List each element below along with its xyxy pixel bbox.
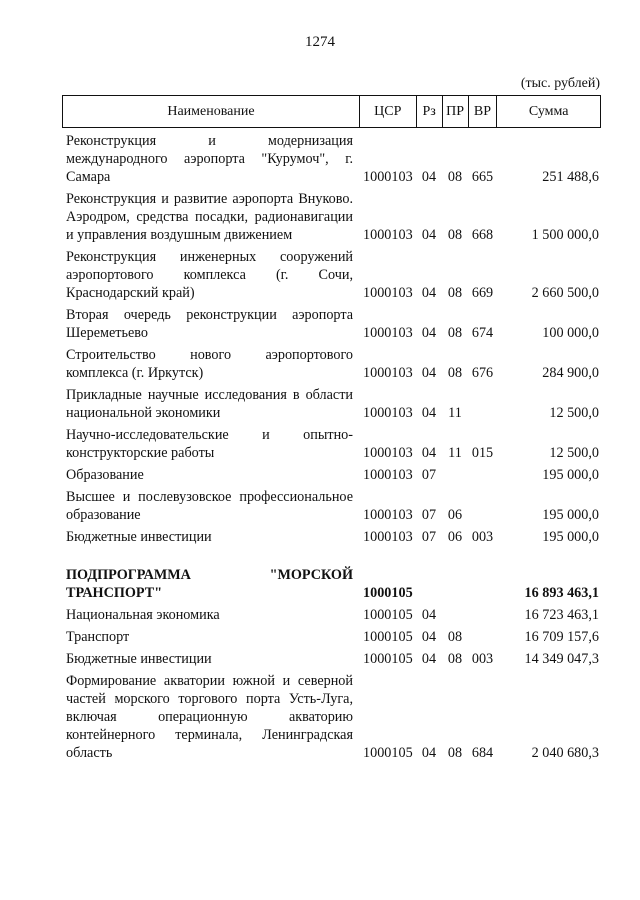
row-csr: 1000105 [363,585,413,601]
row-name: Прикладные научные исследования в области национальной экономики [66,387,353,421]
row-name: Национальная экономика [66,607,220,623]
units-label: (тыс. рублей) [520,76,600,91]
table-row [62,528,601,546]
row-sum: 14 349 047,3 [524,651,599,667]
row-csr: 1000103 [363,285,413,301]
row-vr: 676 [471,365,494,381]
row-pr: 11 [448,405,462,421]
row-vr: 684 [471,745,494,761]
row-sum: 12 500,0 [549,445,599,461]
row-rz: 04 [421,325,437,341]
row-csr: 1000103 [363,227,413,243]
row-sum: 1 500 000,0 [531,227,599,243]
row-name: Реконструкция и развитие аэропорта Внуково. Аэродром, средства посадки, радионавигации и управления воздушным движением [66,191,353,243]
row-sum: 16 723 463,1 [524,607,599,623]
row-rz: 07 [421,529,437,545]
row-rz: 04 [421,745,437,761]
row-sum: 2 040 680,3 [531,745,599,761]
row-csr: 1000103 [363,405,413,421]
row-vr: 015 [471,445,494,461]
row-rz: 04 [421,285,437,301]
row-rz: 07 [421,467,437,483]
row-csr: 1000103 [363,507,413,523]
table-row [62,466,601,484]
row-vr: 668 [471,227,494,243]
header-vr: ВР [468,96,497,127]
row-csr: 1000103 [363,445,413,461]
table-row [62,628,601,646]
row-vr: 674 [471,325,494,341]
row-name: Бюджетные инвестиции [66,529,212,545]
row-rz: 04 [421,405,437,421]
row-rz: 04 [421,169,437,185]
row-name: ПОДПРОГРАММА "МОРСКОЙ ТРАНСПОРТ" [66,567,353,601]
row-sum: 100 000,0 [542,325,599,341]
row-rz: 04 [421,445,437,461]
row-name: Образование [66,467,144,483]
row-sum: 12 500,0 [549,405,599,421]
table-row-subprogram [62,566,601,602]
row-sum: 2 660 500,0 [531,285,599,301]
row-sum: 195 000,0 [542,507,599,523]
row-pr: 08 [447,227,463,243]
row-name: Высшее и послевузовское профессиональное образование [66,489,353,523]
header-rz: Рз [416,96,442,127]
row-name: Реконструкция инженерных сооружений аэропортового комплекса (г. Сочи, Краснодарский край) [66,249,353,301]
row-csr: 1000105 [363,745,413,761]
row-pr: 08 [447,169,463,185]
row-name: Научно-исследовательские и опытно-конструкторские работы [66,427,353,461]
row-sum: 251 488,6 [542,169,599,185]
row-vr: 003 [471,529,494,545]
table-header [62,95,601,128]
row-pr: 08 [447,325,463,341]
table-body [62,132,601,766]
row-pr: 11 [448,445,462,461]
row-csr: 1000103 [363,467,413,483]
row-vr: 665 [471,169,494,185]
table-row [62,346,601,382]
row-sum: 195 000,0 [542,467,599,483]
row-name: Транспорт [66,629,130,645]
row-sum: 16 709 157,6 [524,629,599,645]
row-csr: 1000105 [363,629,413,645]
row-rz: 04 [421,365,437,381]
header-sum: Сумма [496,96,600,127]
table-row [62,606,601,624]
row-sum: 284 900,0 [542,365,599,381]
row-csr: 1000103 [363,365,413,381]
row-name: Строительство нового аэропортового комплекса (г. Иркутск) [66,347,353,381]
header-csr: ЦСР [359,96,416,127]
row-rz: 04 [421,651,437,667]
row-pr: 08 [447,629,463,645]
row-rz: 04 [421,227,437,243]
table-row [62,488,601,524]
page-number: 1274 [305,34,335,50]
row-rz: 07 [421,507,437,523]
table-row [62,248,601,302]
table-row [62,672,601,762]
row-pr: 08 [447,365,463,381]
table-row [62,386,601,422]
row-pr: 06 [447,529,463,545]
row-csr: 1000103 [363,529,413,545]
table-row [62,306,601,342]
row-rz: 04 [421,607,437,623]
table-row [62,190,601,244]
row-csr: 1000105 [363,607,413,623]
row-vr: 003 [471,651,494,667]
row-name: Вторая очередь реконструкции аэропорта Шереметьево [66,307,353,341]
row-pr: 06 [447,507,463,523]
row-name: Формирование акватории южной и северной частей морского торгового порта Усть-Луга, включая операционную акваторию контейнерного терминала, Ленинградская область [66,673,353,761]
header-name: Наименование [167,103,255,119]
row-sum: 195 000,0 [542,529,599,545]
row-sum: 16 893 463,1 [524,585,599,601]
row-pr: 08 [447,651,463,667]
row-csr: 1000103 [363,325,413,341]
row-name: Бюджетные инвестиции [66,651,212,667]
row-csr: 1000105 [363,651,413,667]
row-pr: 08 [447,285,463,301]
header-pr: ПР [442,96,468,127]
row-vr: 669 [471,285,494,301]
table-row [62,132,601,186]
row-rz: 04 [421,629,437,645]
row-csr: 1000103 [363,169,413,185]
row-name: Реконструкция и модернизация международного аэропорта "Курумоч", г. Самара [66,133,353,185]
table-row [62,650,601,668]
table-row [62,426,601,462]
row-pr: 08 [447,745,463,761]
